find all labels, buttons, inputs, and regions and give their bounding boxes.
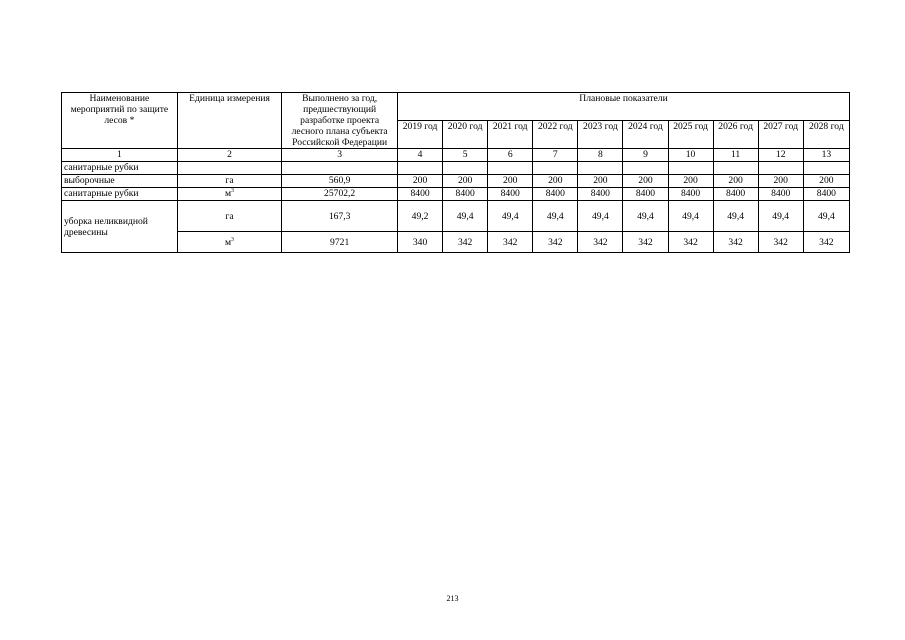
row-value: 49,4 — [803, 201, 849, 232]
row-value: 49,4 — [713, 201, 758, 232]
row-value: 342 — [443, 232, 488, 253]
row-value — [578, 162, 623, 175]
header-done: Выполнено за год, предшествующий разработке проекта лесного плана субъекта Российской Федерации — [282, 93, 398, 149]
header-row — [62, 93, 850, 121]
column-number: 7 — [533, 149, 578, 162]
row-value: 200 — [578, 175, 623, 188]
header-plan: Плановые показатели — [398, 93, 850, 121]
row-value: 342 — [578, 232, 623, 253]
row-value: 8400 — [623, 188, 668, 201]
column-number: 13 — [803, 149, 849, 162]
row-unit — [177, 162, 282, 175]
row-value — [803, 162, 849, 175]
column-number: 10 — [668, 149, 713, 162]
row-unit — [177, 188, 282, 201]
row-value — [533, 162, 578, 175]
header-year: 2027 год — [758, 121, 803, 149]
row-value: 8400 — [443, 188, 488, 201]
row-value: 342 — [533, 232, 578, 253]
row-value: 8400 — [398, 188, 443, 201]
row-unit: га — [177, 201, 282, 232]
row-done: 560,9 — [282, 175, 398, 188]
forest-protection-table-container — [61, 92, 850, 253]
row-name: санитарные рубки — [62, 188, 178, 201]
forest-protection-table — [61, 92, 850, 253]
column-number: 6 — [488, 149, 533, 162]
row-value: 200 — [623, 175, 668, 188]
row-value: 200 — [398, 175, 443, 188]
column-number: 4 — [398, 149, 443, 162]
row-value: 8400 — [713, 188, 758, 201]
row-value: 342 — [668, 232, 713, 253]
row-value: 342 — [488, 232, 533, 253]
unit-text: м — [224, 236, 232, 248]
unit-text: м — [224, 188, 232, 199]
row-value: 49,4 — [758, 201, 803, 232]
table-row — [62, 201, 850, 232]
row-value: 8400 — [803, 188, 849, 201]
row-value: 200 — [488, 175, 533, 188]
header-name: Наименование мероприятий по защите лесов * — [62, 93, 178, 149]
header-year: 2023 год — [578, 121, 623, 149]
row-done — [282, 162, 398, 175]
unit-superscript: 3 — [231, 236, 235, 243]
row-value: 342 — [713, 232, 758, 253]
table-row — [62, 232, 850, 253]
row-value — [488, 162, 533, 175]
row-done: 25702,2 — [282, 188, 398, 201]
row-name: выборочные — [62, 175, 178, 188]
row-value: 49,4 — [533, 201, 578, 232]
column-number: 1 — [62, 149, 178, 162]
column-number: 11 — [713, 149, 758, 162]
row-unit: га — [177, 175, 282, 188]
header-year: 2019 год — [398, 121, 443, 149]
row-value: 8400 — [578, 188, 623, 201]
header-year: 2028 год — [803, 121, 849, 149]
row-value: 342 — [623, 232, 668, 253]
row-value: 8400 — [488, 188, 533, 201]
row-value: 8400 — [668, 188, 713, 201]
row-value: 49,4 — [623, 201, 668, 232]
row-value: 8400 — [758, 188, 803, 201]
row-value — [443, 162, 488, 175]
column-number-row — [62, 149, 850, 162]
row-done: 9721 — [282, 232, 398, 253]
column-number: 9 — [623, 149, 668, 162]
row-value: 200 — [533, 175, 578, 188]
header-year: 2025 год — [668, 121, 713, 149]
row-done: 167,3 — [282, 201, 398, 232]
row-value — [398, 162, 443, 175]
row-value — [713, 162, 758, 175]
header-year: 2020 год — [443, 121, 488, 149]
row-value: 8400 — [533, 188, 578, 201]
header-unit: Единица измерения — [177, 93, 282, 149]
column-number: 2 — [177, 149, 282, 162]
page-number: 213 — [446, 594, 459, 603]
row-value — [758, 162, 803, 175]
table-row — [62, 162, 850, 175]
row-value: 49,4 — [443, 201, 488, 232]
column-number: 8 — [578, 149, 623, 162]
column-number: 3 — [282, 149, 398, 162]
row-value: 200 — [803, 175, 849, 188]
row-value: 49,4 — [668, 201, 713, 232]
column-number: 12 — [758, 149, 803, 162]
table-row — [62, 188, 850, 201]
header-year: 2021 год — [488, 121, 533, 149]
header-year: 2024 год — [623, 121, 668, 149]
row-value: 200 — [443, 175, 488, 188]
row-value: 49,4 — [578, 201, 623, 232]
row-value — [623, 162, 668, 175]
column-number: 5 — [443, 149, 488, 162]
row-unit — [177, 232, 282, 253]
row-value: 342 — [803, 232, 849, 253]
row-value: 340 — [398, 232, 443, 253]
row-value: 200 — [668, 175, 713, 188]
row-value: 49,4 — [488, 201, 533, 232]
row-value: 49,2 — [398, 201, 443, 232]
group-name: уборка неликвидной древесины — [62, 201, 178, 253]
table-row — [62, 175, 850, 188]
unit-superscript: 3 — [231, 187, 235, 194]
row-name: санитарные рубки — [62, 162, 178, 175]
row-value — [668, 162, 713, 175]
row-value: 200 — [758, 175, 803, 188]
header-year: 2022 год — [533, 121, 578, 149]
header-year: 2026 год — [713, 121, 758, 149]
row-value: 200 — [713, 175, 758, 188]
row-value: 342 — [758, 232, 803, 253]
